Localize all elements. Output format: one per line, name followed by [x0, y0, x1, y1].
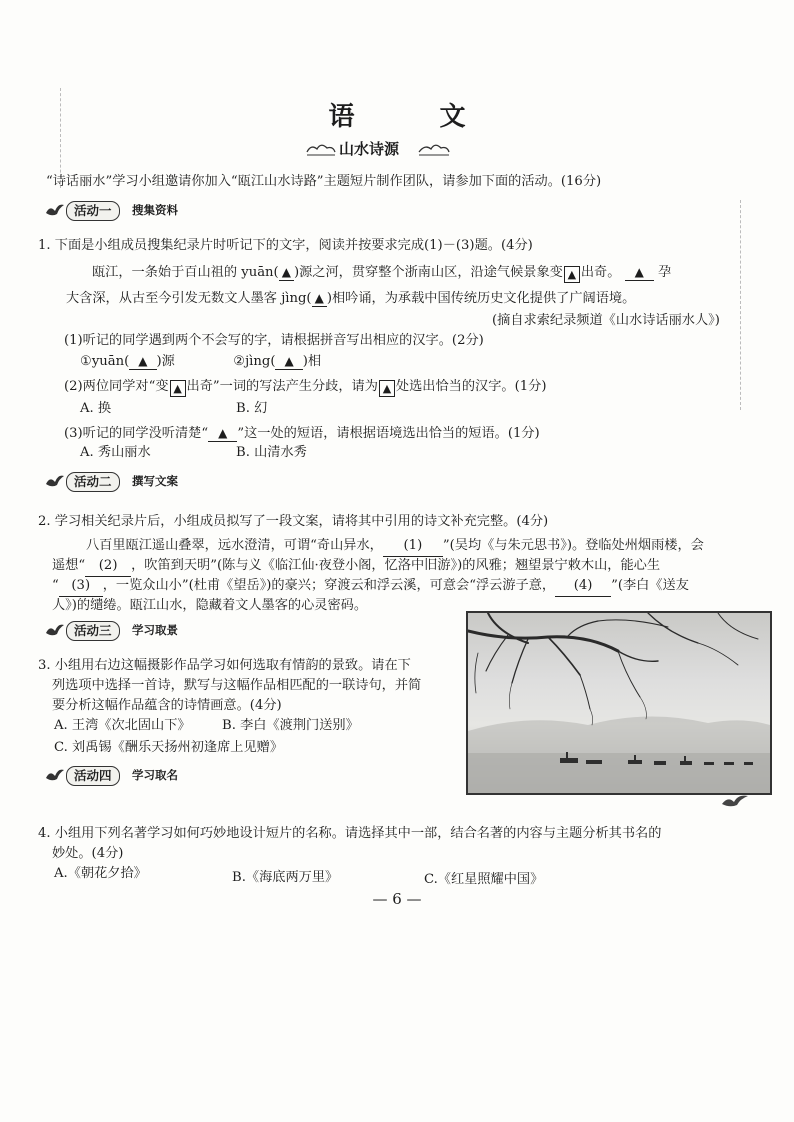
bird-icon	[44, 619, 66, 641]
answer-blank-3[interactable]: (3)	[59, 576, 103, 597]
activity2-badge	[44, 470, 244, 494]
q1-sub1-stem: (1)听记的同学遇到两个不会写的字，请根据拼音写出相应的汉字。(2分)	[64, 333, 484, 348]
answer-blank-1[interactable]: (1)	[383, 536, 443, 557]
bird-icon	[720, 790, 750, 812]
cloud-ornament-icon	[417, 140, 451, 158]
q3-option-a[interactable]: A. 王湾《次北固山下》	[54, 718, 191, 733]
passage-text: )相吟诵，为承载中国传统历史文化提供了广阔语境。	[326, 291, 636, 306]
q1-sub1-items: ①yuān( ▲ )源 ②jìng( ▲ )相	[80, 354, 322, 369]
blank-triangle: ▲	[208, 426, 237, 442]
bird-icon	[44, 470, 66, 492]
q4-option-a[interactable]: A.《朝花夕拾》	[54, 866, 147, 881]
q4-stem-line1: 4. 小组用下列名著学习如何巧妙地设计短片的名称。请选择其中一部，结合名著的内容与主题分析其书名的	[38, 826, 662, 841]
q3-option-b[interactable]: B. 李白《渡荆门送别》	[222, 718, 359, 733]
scan-artifact	[740, 200, 741, 410]
activity1-badge	[44, 199, 244, 223]
activity2-tag: 活动二	[66, 472, 120, 492]
activity3-tag: 活动三	[66, 621, 120, 641]
photo-scene	[468, 613, 770, 793]
q4-option-c[interactable]: C.《红星照耀中国》	[424, 872, 544, 887]
sub1-item-a: ①yuān(	[80, 354, 130, 369]
q3-stem-line1: 3. 小组用右边这幅摄影作品学习如何选取有情韵的景致。请在下	[38, 658, 411, 673]
q1-sub3-option-b[interactable]: B. 山清水秀	[236, 445, 307, 460]
q3-stem-line3: 要分析这幅作品蕴含的诗情画意。(4分)	[52, 698, 282, 713]
passage-text: 瓯江，一条始于百山祖的 yuān(	[92, 265, 279, 280]
page-number: — 6 —	[372, 890, 422, 908]
answer-blank[interactable]: ▲	[129, 354, 156, 370]
blank-triangle: ▲	[279, 265, 294, 281]
activity2-label: 撰写文案	[132, 474, 178, 488]
q1-stem: 1. 下面是小组成员搜集纪录片时听记下的文字，阅读并按要求完成(1)－(3)题。(4分)	[38, 238, 533, 253]
sub1-item-b: ②jìng(	[233, 354, 276, 369]
q1-sub3-stem: (3)听记的同学没听清楚“ ▲ ”这一处的短语，请根据语境选出恰当的短语。(1分)	[64, 426, 540, 441]
q4-stem-line2: 妙处。(4分)	[52, 846, 124, 861]
passage-text: 出奇。	[580, 265, 621, 280]
activity1-tag: 活动一	[66, 201, 120, 221]
box-triangle: ▲	[170, 380, 186, 397]
activity4-label: 学习取名	[132, 768, 178, 782]
page-title: 语 文	[328, 102, 504, 132]
passage-text: )源之河，贯穿整个浙南山区，沿途气候景象变	[293, 265, 563, 280]
passage-text: 孕	[658, 265, 672, 280]
section-subtitle: 山水诗源	[339, 140, 400, 158]
q2-text-line3: “ (3) ，一览众山小”(杜甫《望岳》)的豪兴；穿渡云和浮云溪，可意会“浮云游子意， (4) ”(李白《送友	[52, 576, 689, 597]
passage-text: 大含深，从古至今引发无数文人墨客 jìng(	[66, 291, 312, 306]
q2-stem: 2. 学习相关纪录片后，小组成员拟写了一段文案，请将其中引用的诗文补充完整。(4分)	[38, 514, 549, 529]
q4-option-b[interactable]: B.《海底两万里》	[232, 870, 339, 885]
blank-triangle: ▲	[312, 291, 327, 307]
box-triangle: ▲	[564, 266, 580, 283]
q1-sub3-option-a[interactable]: A. 秀山丽水	[80, 445, 151, 460]
intro-text: “诗话丽水”学习小组邀请你加入“瓯江山水诗路”主题短片制作团队，请参加下面的活动。(16分)	[46, 174, 602, 189]
activity4-tag: 活动四	[66, 766, 120, 786]
answer-blank[interactable]: ▲	[275, 354, 302, 370]
activity1-label: 搜集资料	[132, 203, 178, 217]
landscape-photo	[466, 611, 772, 795]
q3-option-c[interactable]: C. 刘禹锡《酬乐天扬州初逢席上见赠》	[54, 740, 284, 755]
q1-sub2-option-a[interactable]: A. 换	[80, 401, 112, 416]
q2-text-line4: 人》)的缱绻。瓯江山水，隐藏着文人墨客的心灵密码。	[52, 598, 368, 613]
answer-blank-2[interactable]: (2)	[85, 556, 131, 577]
q1-passage-line2	[66, 288, 635, 309]
answer-blank-4[interactable]: (4)	[555, 576, 611, 597]
activity3-label: 学习取景	[132, 623, 178, 637]
q3-stem-line2: 列选项中选择一首诗，默写与这幅作品相匹配的一联诗句，并简	[52, 678, 422, 693]
bird-icon	[44, 764, 66, 786]
q1-source: (摘自求索纪录频道《山水诗话丽水人》)	[492, 313, 720, 328]
q2-text-line1: 八百里瓯江遥山叠翠，远水澄清，可谓“奇山异水， (1) ”(吴均《与朱元思书》)。登临处州烟雨楼，会	[86, 536, 704, 557]
q1-passage-line1	[92, 262, 671, 283]
section-subtitle-block	[305, 136, 455, 162]
activity3-badge	[44, 619, 244, 643]
box-triangle: ▲	[379, 380, 395, 397]
cloud-ornament-icon	[305, 140, 337, 158]
activity4-badge	[44, 764, 244, 788]
q2-text-line2: 遥想“ (2) ，吹笛到天明”(陈与义《临江仙·夜登小阁，忆洛中旧游》)的风雅；翘望景宁敕木山，能心生	[52, 556, 660, 577]
blank-triangle: ▲	[625, 265, 654, 281]
bird-icon	[44, 199, 66, 221]
q1-sub2-stem: (2)两位同学对“变 ▲ 出奇”一词的写法产生分歧，请为 ▲ 处选出恰当的汉字。(1分)	[64, 379, 547, 395]
q1-sub2-option-b[interactable]: B. 幻	[236, 401, 268, 416]
